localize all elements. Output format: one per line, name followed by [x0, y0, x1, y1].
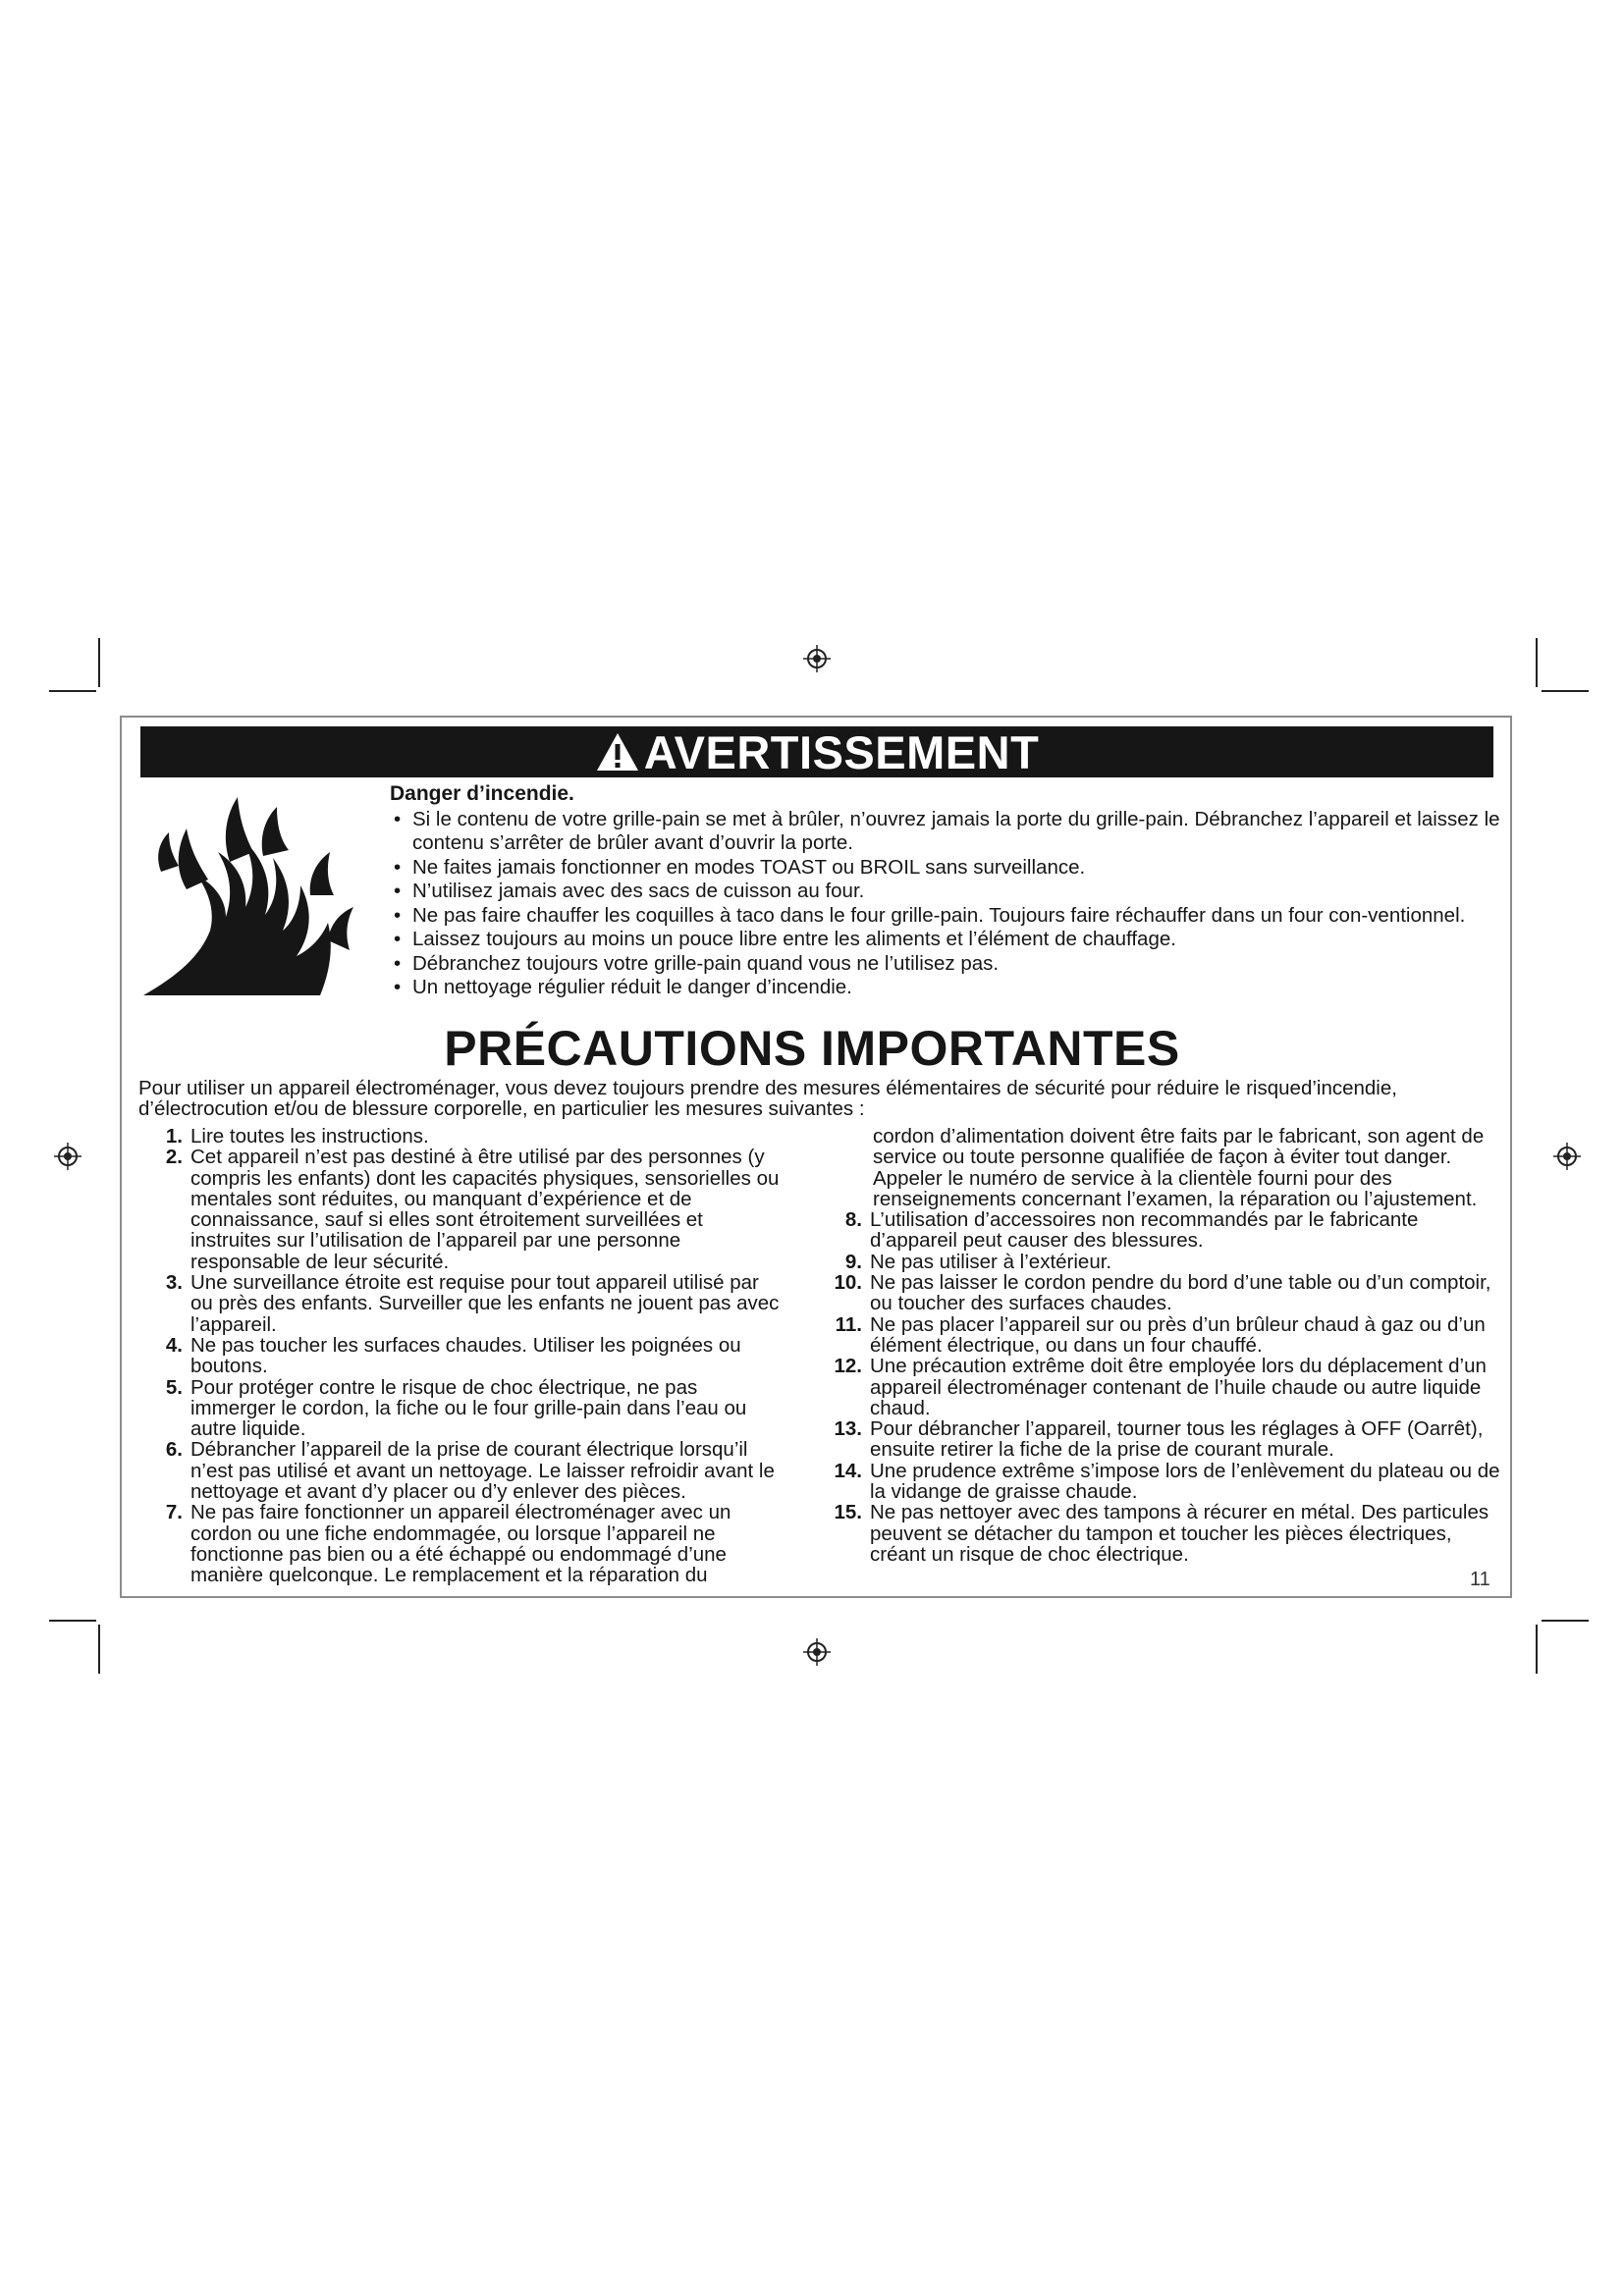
registration-mark-icon [802, 1637, 832, 1667]
list-item [827, 1502, 1500, 1565]
list-item: • Un nettoyage régulier réduit le danger d’incendie. [390, 976, 1501, 1000]
item-text: Débrancher l’appareil de la prise de courant électrique lorsqu’il n’est pas utilisé et avant un nettoyage. Le laisser refroidir avant le nettoyage et avant d’y placer ou d’y enlever des pièces. [190, 1438, 775, 1504]
list-item: • Si le contenu de votre grille-pain se met à brûler, n’ouvrez jamais la porte du grille-pain. Débranchez l’appareil et laissez le contenu s’arrêter de brûler avant d’ouvrir la porte. [390, 808, 1501, 856]
item-number: 1. [165, 1125, 183, 1148]
list-item [827, 1209, 1500, 1252]
fire-icon [143, 793, 361, 995]
item-number: 11. [835, 1312, 862, 1336]
item-text: Ne pas toucher les surfaces chaudes. Utiliser les poignées ou boutons. [190, 1333, 741, 1378]
item-text: Une prudence extrême s’impose lors de l’enlèvement du plateau ou de la vidange de graisse chaude. [870, 1459, 1500, 1504]
item-number: 5. [165, 1375, 183, 1399]
crop-mark [49, 1620, 96, 1622]
item-number: 2. [165, 1146, 183, 1169]
precautions-title: PRÉCAUTIONS IMPORTANTES [444, 1021, 1180, 1076]
item-text: Ne pas faire fonctionner un appareil électroménager avec un cordon ou une fiche endommagée, ou lorsque l’appareil ne fonctionne pas bien ou a été échappé ou endommagé d’une manière quelconque. Le remplacement et la réparation du [190, 1501, 731, 1587]
item-7-continuation: cordon d’alimentation doivent être faits par le fabricant, son agent de service ou toute personne qualifiée de façon à éviter tout danger. Appeler le numéro de service à la clientèle fourni pour des renseignements concernant l’examen, la réparation ou l’ajustement. [873, 1125, 1485, 1210]
list-item [827, 1272, 1500, 1314]
warning-triangle-icon [595, 731, 640, 773]
list-item [147, 1147, 785, 1272]
precautions-right-column [827, 1126, 1500, 1565]
item-number: 7. [165, 1501, 183, 1524]
list-item [147, 1502, 785, 1585]
fire-danger-section [390, 782, 1501, 1000]
list-item [827, 1252, 1500, 1272]
item-text: Cet appareil n’est pas destiné à être utilisé par des personnes (y compris les enfants) dont les capacités physiques, sensorielles ou mentales sont réduites, ou manquant d’expérience et de connaissance, sauf si elles sont étroitement surveillées et instruites sur l’utilisation de l’appareil par une personne responsable de leur sécurité. [190, 1146, 780, 1273]
list-item [147, 1126, 785, 1147]
list-item: • N’utilisez jamais avec des sacs de cuisson au four. [390, 880, 1501, 904]
precautions-left-column [147, 1126, 785, 1586]
list-item [827, 1461, 1500, 1503]
item-number: 6. [165, 1438, 183, 1462]
list-item [827, 1356, 1500, 1418]
warning-banner [140, 726, 1493, 777]
list-item [827, 1418, 1500, 1461]
registration-mark-icon [1552, 1142, 1582, 1171]
item-number: 8. [844, 1208, 862, 1232]
list-item: • Laissez toujours au moins un pouce libre entre les aliments et l’élément de chauffage. [390, 928, 1501, 952]
precautions-intro: Pour utiliser un appareil électroménager, vous devez toujours prendre des mesures élémentaires de sécurité pour réduire le risqued’incendie, d’électrocution et/ou de blessure corporelle, en particulier les mesures suivantes : [138, 1077, 1397, 1120]
item-text: L’utilisation d’accessoires non recommandés par le fabricante d’appareil peut causer des blessures. [870, 1208, 1419, 1253]
item-text: Pour débrancher l’appareil, tourner tous les réglages à OFF (Oarrêt), ensuite retirer la fiche de la prise de courant murale. [870, 1417, 1484, 1462]
crop-mark [98, 1625, 100, 1674]
crop-mark [1542, 1620, 1589, 1622]
registration-mark-icon [802, 644, 832, 673]
list-item [147, 1272, 785, 1335]
danger-list [390, 808, 1501, 1000]
registration-mark-icon [53, 1142, 82, 1171]
list-item [147, 1439, 785, 1502]
item-text: Ne pas nettoyer avec des tampons à récurer en métal. Des particules peuvent se détacher du tampon et toucher les pièces électriques, créant un risque de choc électrique. [870, 1501, 1489, 1566]
crop-mark [98, 638, 100, 687]
item-number: 4. [165, 1333, 183, 1357]
item-number: 14. [834, 1459, 862, 1482]
danger-heading: Danger d’incendie. [390, 782, 574, 805]
item-text: Lire toutes les instructions. [190, 1125, 429, 1148]
item-text: Une surveillance étroite est requise pour tout appareil utilisé par ou près des enfants. Surveiller que les enfants ne jouent pas avec l’appareil. [190, 1271, 780, 1336]
list-item: • Débranchez toujours votre grille-pain quand vous ne l’utilisez pas. [390, 952, 1501, 977]
item-number: 15. [834, 1501, 862, 1524]
page-number: 11 [1470, 1569, 1490, 1590]
item-text: Pour protéger contre le risque de choc électrique, ne pas immerger le cordon, la fiche ou le four grille-pain dans l’eau ou autre liquide. [190, 1375, 747, 1441]
item-number: 10. [834, 1271, 862, 1295]
list-item [147, 1335, 785, 1377]
item-text: Ne pas utiliser à l’extérieur. [870, 1250, 1112, 1273]
item-text: Ne pas laisser le cordon pendre du bord d’une table ou d’un comptoir, ou toucher des surfaces chaudes. [870, 1271, 1491, 1315]
item-number: 13. [834, 1417, 862, 1441]
crop-mark [1542, 690, 1589, 692]
item-text: Ne pas placer l’appareil sur ou près d’un brûleur chaud à gaz ou d’un élément électrique, ou dans un four chauffé. [870, 1312, 1486, 1357]
list-item: • Ne pas faire chauffer les coquilles à taco dans le four grille-pain. Toujours faire réchauffer dans un four con-ventionnel. [390, 904, 1501, 929]
crop-mark [1536, 638, 1538, 687]
crop-mark [1536, 1625, 1538, 1674]
list-item [147, 1377, 785, 1440]
list-item [827, 1314, 1500, 1357]
list-item: • Ne faites jamais fonctionner en modes TOAST ou BROIL sans surveillance. [390, 856, 1501, 881]
crop-mark [49, 690, 96, 692]
item-text: Une précaution extrême doit être employée lors du déplacement d’un appareil électroménager contenant de l’huile chaude ou autre liquide chaud. [870, 1355, 1487, 1419]
item-number: 3. [165, 1271, 183, 1295]
warning-title: AVERTISSEMENT [643, 725, 1040, 778]
item-number: 12. [834, 1355, 862, 1378]
item-number: 9. [844, 1250, 862, 1273]
